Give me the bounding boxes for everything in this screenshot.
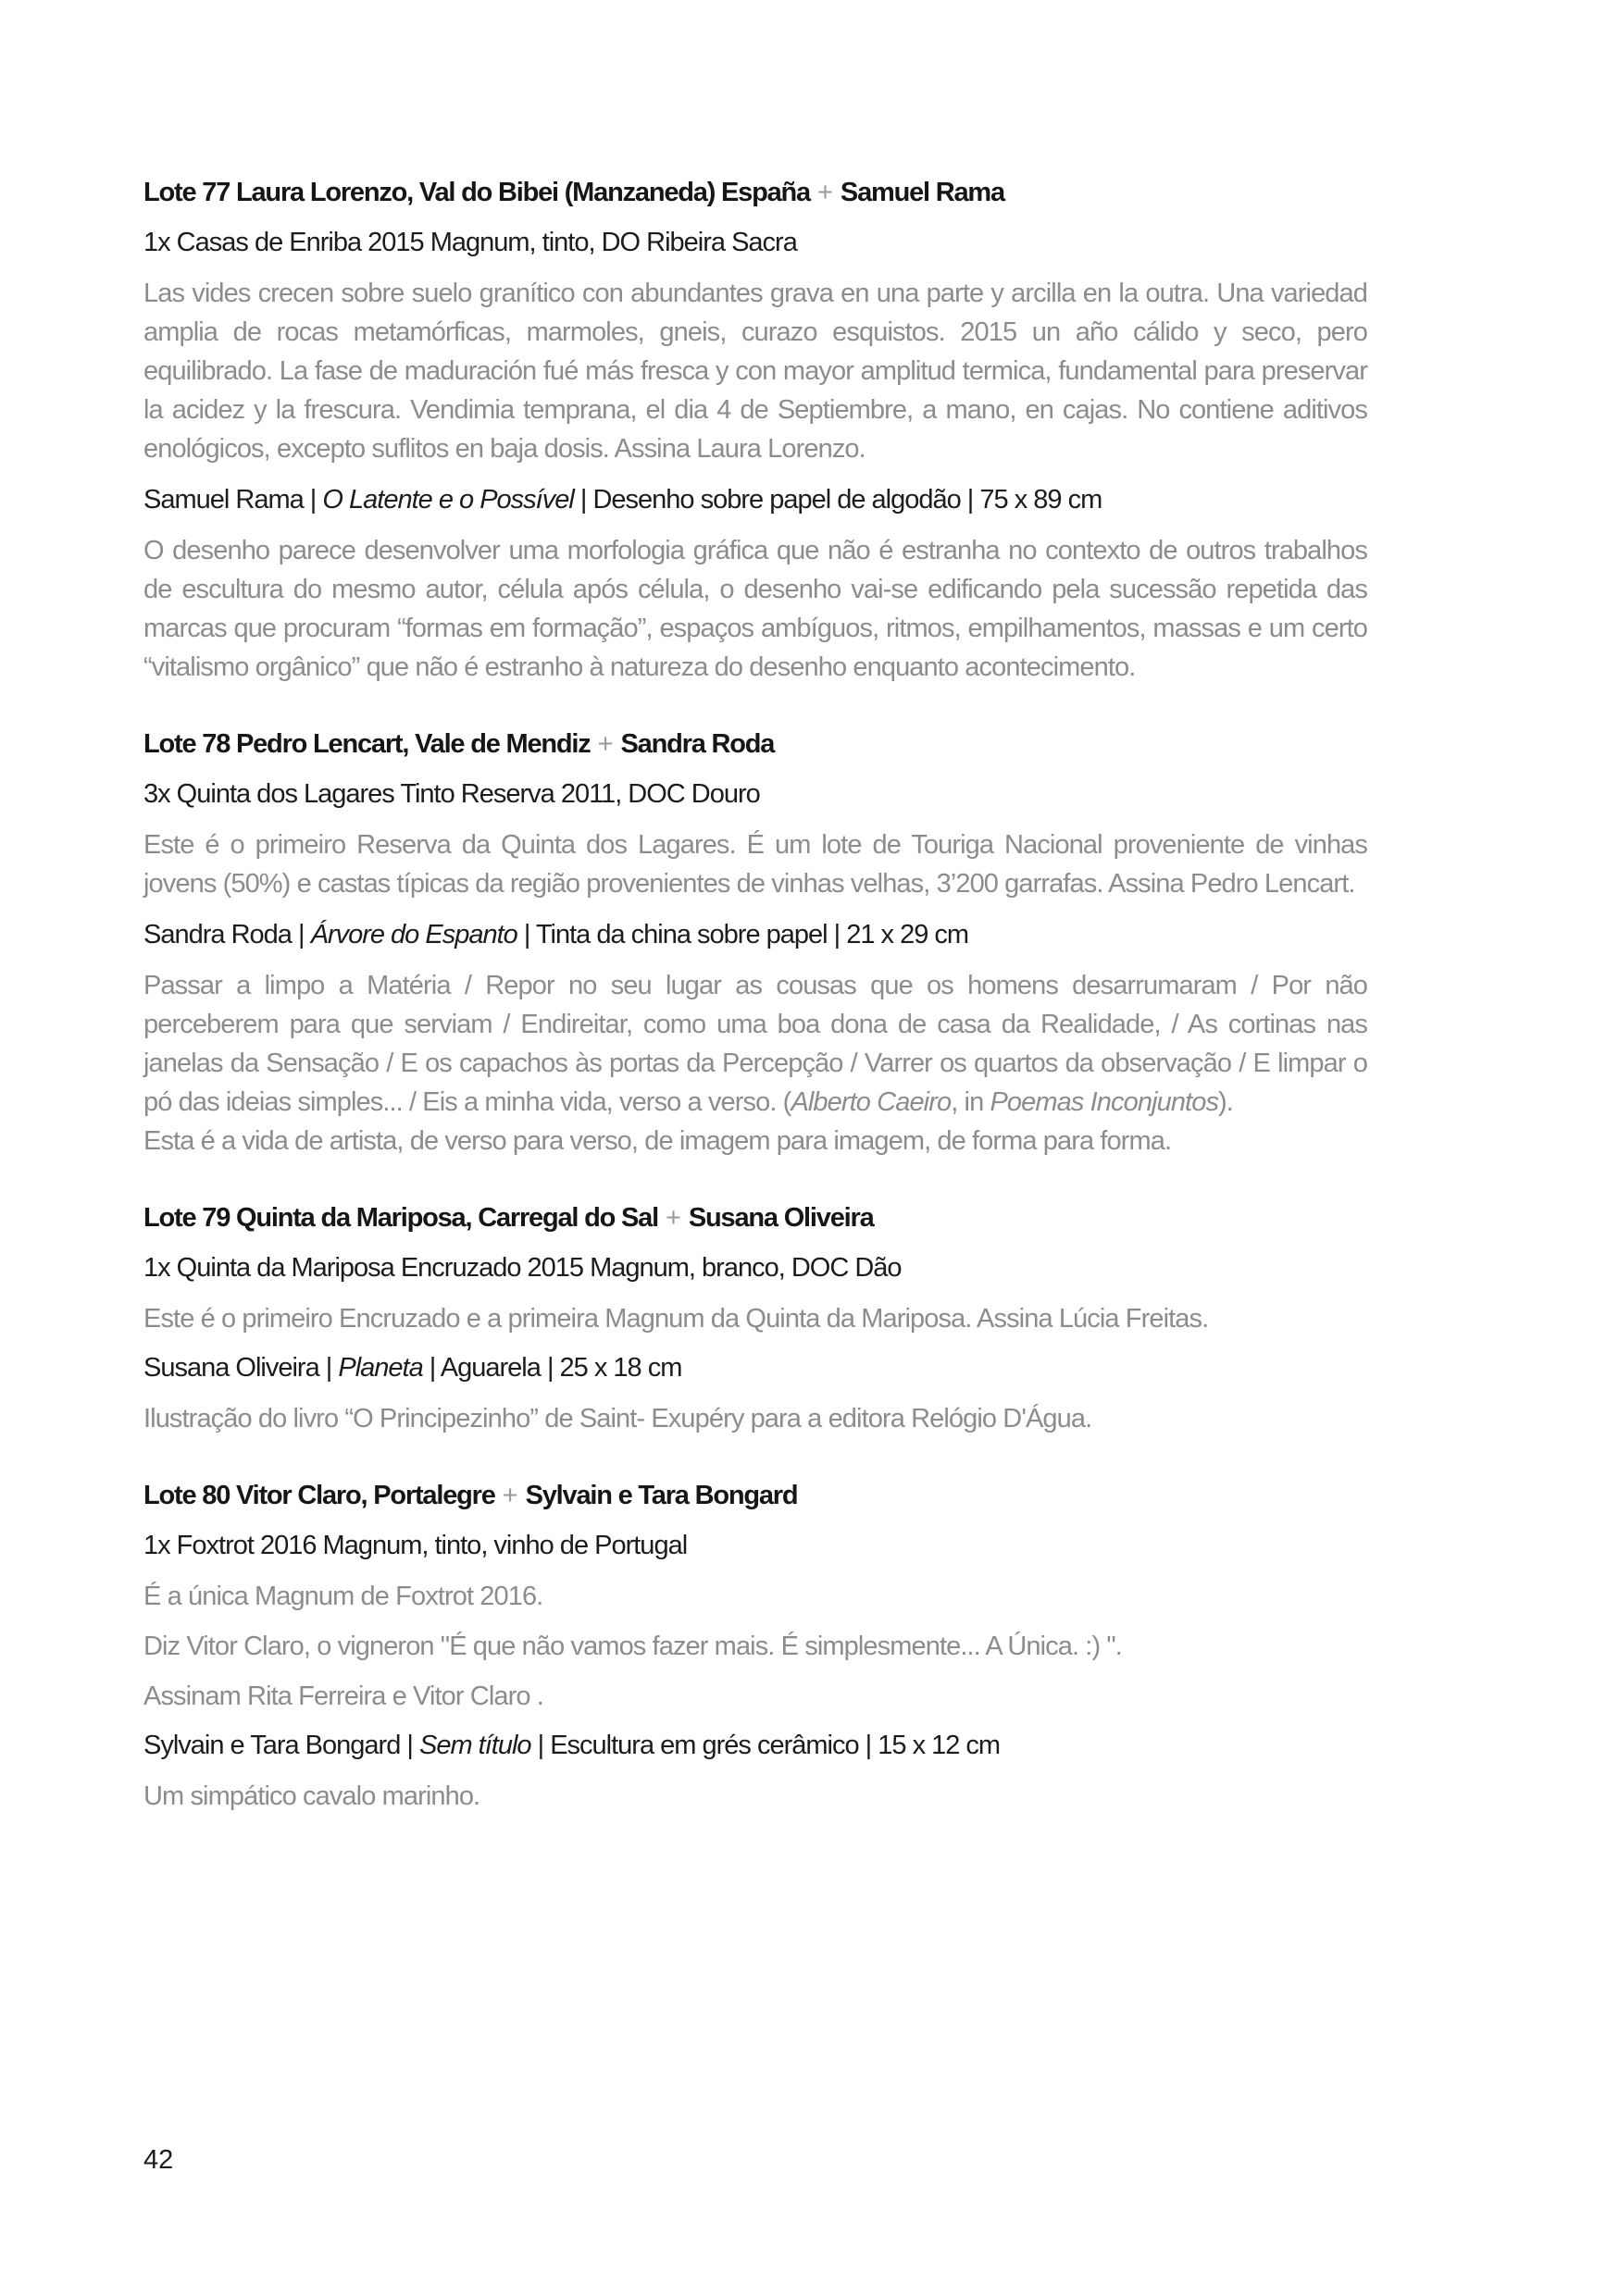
plus-icon: + (502, 1481, 518, 1510)
artwork-description: Um simpático cavalo marinho. (143, 1781, 480, 1811)
page-number: 42 (143, 2145, 174, 2175)
plus-icon: + (665, 1203, 681, 1233)
artwork-artist: Samuel Rama (143, 485, 304, 515)
lot-78 (143, 726, 1367, 1160)
lot-77 (143, 174, 1367, 687)
artwork-details: Escultura em grés cerâmico | 15 x 12 cm (550, 1731, 1001, 1760)
artwork-title: Sem título (418, 1731, 531, 1760)
lot-title-main: Lote 79 Quinta da Mariposa, Carregal do Sal (143, 1203, 658, 1233)
artwork-description-extra: Esta é a vida de artista, de verso para verso, de imagem para imagem, de forma para forma. (143, 1126, 1172, 1156)
wine-description-line: Diz Vitor Claro, o vigneron "É que não vamos fazer mais. É simplesmente... A Única. :) ". (143, 1632, 1122, 1661)
wine-description: Este é o primeiro Reserva da Quinta dos Lagares. É um lote de Touriga Nacional proveniente de vinhas jovens (50%) e castas típicas da região provenientes de vinhas velhas, 3’200 garrafas. Assina Pedro Lencart. (143, 830, 1367, 899)
lot-title-artist: Sandra Roda (620, 729, 775, 759)
lot-80 (143, 1477, 1367, 1816)
lot-title-main: Lote 77 Laura Lorenzo, Val do Bibei (Manzaneda) España (143, 178, 810, 207)
plus-icon: + (816, 178, 833, 207)
artwork-description (143, 966, 1367, 1122)
wine-description-line: Assinam Rita Ferreira e Vitor Claro . (143, 1682, 543, 1711)
wine-name: 3x Quinta dos Lagares Tinto Reserva 2011, DOC Douro (143, 779, 760, 809)
artwork-info: Susana Oliveira | Planeta | Aguarela | 25 x 18 cm (143, 1353, 682, 1383)
artwork-artist: Sandra Roda (143, 920, 292, 949)
lot-title (143, 726, 1367, 763)
lot-title (143, 174, 1367, 211)
poem-text: Passar a limpo a Matéria / Repor no seu lugar as cousas que os homens desarrumaram / Por não perceberem para que serviam / Endireitar, como uma boa dona de casa da Realidade, / As cortinas nas janelas da Sensação / E os capachos às portas da Percepção / Varrer os quartos da observação / E limpar o pó das ideias simples... / Eis a minha vida, verso a verso. ( (143, 971, 1367, 1117)
plus-icon: + (597, 729, 614, 759)
poem-book: Poemas Inconjuntos (990, 1087, 1219, 1117)
artwork-description: O desenho parece desenvolver uma morfologia gráfica que não é estranha no contexto de outros trabalhos de escultura do mesmo autor, célula após célula, o desenho vai-se edificando pela sucessão repetida das marcas que procuram “formas em formação”, espaços ambíguos, ritmos, empilhamentos, massas e um certo “vitalismo orgânico” que não é estranho à natureza do desenho enquanto acontecimento. (143, 536, 1367, 682)
artwork-description: Ilustração do livro “O Principezinho” de Saint- Exupéry para a editora Relógio D'Água. (143, 1404, 1092, 1433)
artwork-artist: Susana Oliveira (143, 1353, 319, 1383)
poem-author: Alberto Caeiro (791, 1087, 952, 1117)
artwork-artist: Sylvain e Tara Bongard (143, 1731, 401, 1760)
lot-79 (143, 1199, 1367, 1438)
wine-name: 1x Casas de Enriba 2015 Magnum, tinto, DO Ribeira Sacra (143, 228, 797, 257)
poem-in: , in (951, 1087, 990, 1117)
artwork-title: Árvore do Espanto (310, 920, 517, 949)
wine-description-line: É a única Magnum de Foxtrot 2016. (143, 1582, 543, 1611)
artwork-details: Desenho sobre papel de algodão | 75 x 89 cm (592, 485, 1102, 515)
artwork-title: Planeta (338, 1353, 423, 1383)
lot-title-artist: Susana Oliveira (688, 1203, 874, 1233)
wine-name: 1x Quinta da Mariposa Encruzado 2015 Magnum, branco, DOC Dão (143, 1253, 902, 1283)
artwork-title: O Latente e o Possível (322, 485, 574, 515)
artwork-info: Sandra Roda | Árvore do Espanto | Tinta da china sobre papel | 21 x 29 cm (143, 920, 969, 949)
lot-title (143, 1199, 1367, 1236)
lot-title-main: Lote 78 Pedro Lencart, Vale de Mendiz (143, 729, 591, 759)
lot-title (143, 1477, 1367, 1514)
catalog-page (143, 174, 1367, 1827)
lot-title-main: Lote 80 Vitor Claro, Portalegre (143, 1481, 495, 1510)
lot-title-artist: Samuel Rama (840, 178, 1004, 207)
wine-name: 1x Foxtrot 2016 Magnum, tinto, vinho de Portugal (143, 1531, 688, 1560)
artwork-details: Aguarela | 25 x 18 cm (440, 1353, 682, 1383)
wine-description: Las vides crecen sobre suelo granítico con abundantes grava en una parte y arcilla en la outra. Una variedad amplia de rocas metamórficas, marmoles, gneis, curazo esquistos. 2015 un año cálido y seco, pero equilibrado. La fase de maduración fué más fresca y con mayor amplitud termica, fundamental para preservar la acidez y la frescura. Vendimia temprana, el dia 4 de Septiembre, a mano, en cajas. No contiene aditivos enológicos, excepto suflitos en baja dosis. Assina Laura Lorenzo. (143, 279, 1367, 464)
artwork-info: Sylvain e Tara Bongard | Sem título | Escultura em grés cerâmico | 15 x 12 cm (143, 1731, 1001, 1760)
wine-description: Este é o primeiro Encruzado e a primeira Magnum da Quinta da Mariposa. Assina Lúcia Freitas. (143, 1304, 1209, 1334)
artwork-details: Tinta da china sobre papel | 21 x 29 cm (535, 920, 969, 949)
lot-title-artist: Sylvain e Tara Bongard (525, 1481, 798, 1510)
poem-close: ). (1218, 1087, 1233, 1117)
artwork-info: Samuel Rama | O Latente e o Possível | Desenho sobre papel de algodão | 75 x 89 cm (143, 485, 1102, 515)
